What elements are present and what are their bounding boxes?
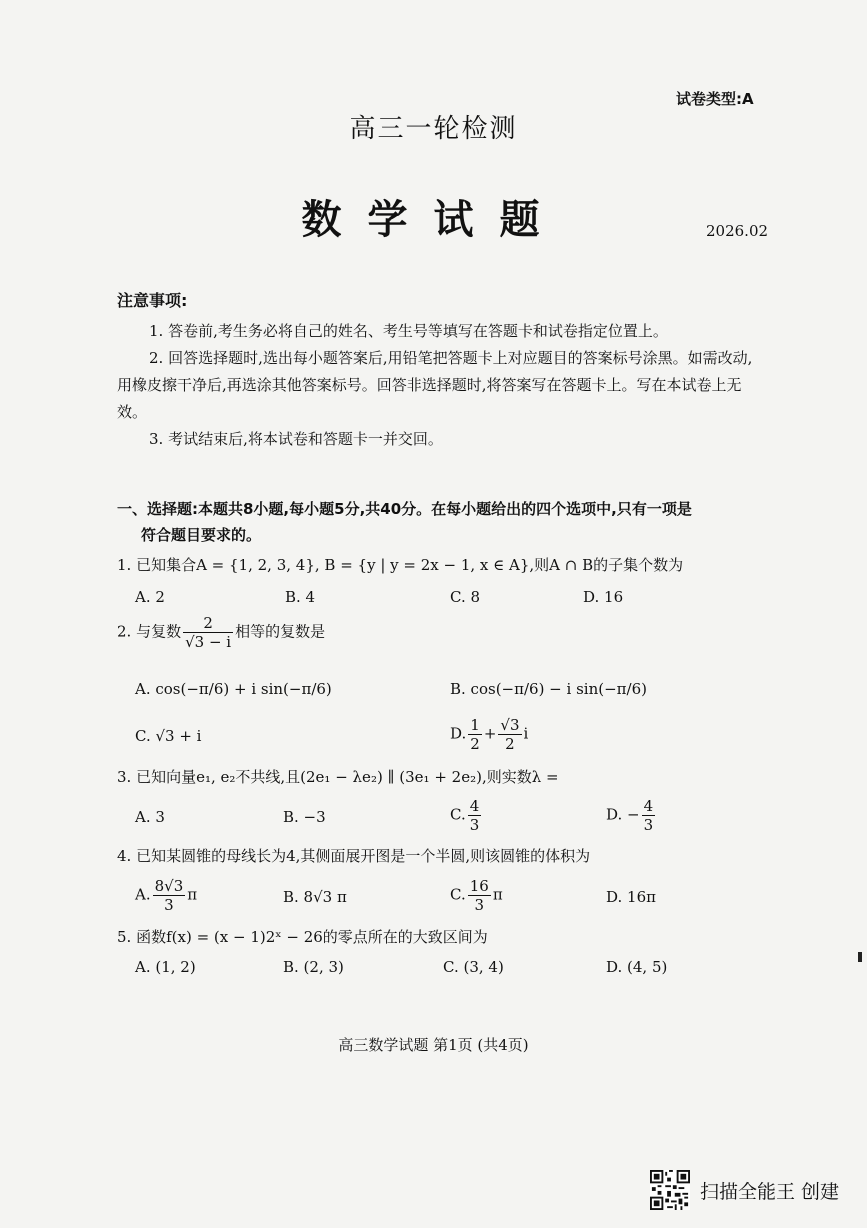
question-2-option-b: B. cos(−π/6) − i sin(−π/6) — [450, 680, 647, 698]
question-4-stem: 4. 已知某圆锥的母线长为4,其侧面展开图是一个半圆,则该圆锥的体积为 — [117, 847, 591, 865]
question-3-stem: 3. 已知向量e₁, e₂不共线,且(2e₁ − λe₂) ∥ (3e₁ + 2e₂),则实数λ = — [117, 768, 559, 786]
notes-heading: 注意事项: — [117, 291, 188, 310]
question-3-option-d: D. − $\frac{4}{3}$ — [606, 797, 654, 834]
question-1-option-c: C. 8 — [450, 588, 481, 606]
paper-type: 试卷类型:A — [676, 90, 754, 108]
question-2-stem — [117, 614, 325, 651]
question-5-stem: 5. 函数f(x) = (x − 1)2ˣ − 26的零点所在的大致区间为 — [117, 928, 488, 946]
question-5-option-b: B. (2, 3) — [283, 958, 344, 976]
fraction: $\frac{4}{3}$ — [643, 797, 654, 834]
section-line-2: 符合题目要求的。 — [141, 526, 262, 544]
exam-title: 数学试题 — [301, 196, 566, 243]
fraction: $\frac{8√3}{3}$ — [154, 877, 184, 914]
scanner-watermark-text: 扫描全能王 创建 — [700, 1180, 840, 1203]
question-2-option-d: D. $\frac{1}{2}$ + $\frac{√3}{2}$ i — [450, 716, 529, 753]
question-4-option-b: B. 8√3 π — [283, 888, 347, 906]
notes-list — [117, 318, 757, 453]
fraction: $\frac{√3}{2}$ — [500, 716, 520, 753]
scanner-watermark — [650, 1170, 839, 1210]
page-footer: 高三数学试题 第1页 (共4页) — [338, 1036, 529, 1054]
question-1-option-b: B. 4 — [285, 588, 316, 606]
question-2-option-a: A. cos(−π/6) + i sin(−π/6) — [135, 680, 332, 698]
note-item: 2. 回答选择题时,选出每小题答案后,用铅笔把答题卡上对应题目的答案标号涂黑。如需改动,用橡皮擦干净后,再选涂其他答案标号。回答非选择题时,将答案写在答题卡上。写在本试卷上无效。 — [117, 349, 753, 421]
question-2-stem-pre: 2. 与复数 — [117, 622, 182, 641]
question-4-option-a: A. $\frac{8√3}{3}$ π — [135, 877, 198, 914]
exam-date: 2026.02 — [706, 222, 769, 240]
fraction-numerator: 2 — [183, 614, 233, 633]
question-2-fraction — [183, 614, 233, 651]
question-5-option-c: C. (3, 4) — [443, 958, 504, 976]
note-item: 3. 考试结束后,将本试卷和答题卡一并交回。 — [149, 430, 443, 448]
section-heading — [117, 496, 757, 548]
fraction: $\frac{1}{2}$ — [470, 716, 480, 753]
question-4-option-c: C. $\frac{16}{3}$ π — [450, 877, 503, 914]
question-1-stem: 1. 已知集合A = {1, 2, 3, 4}, B = {y | y = 2x − 1, x ∈ A},则A ∩ B的子集个数为 — [117, 556, 684, 574]
question-3-option-b: B. −3 — [283, 808, 326, 826]
question-2-option-c: C. √3 + i — [135, 727, 202, 745]
fraction: $\frac{4}{3}$ — [469, 797, 480, 834]
fraction-denominator: √3 − i — [185, 633, 232, 651]
question-4-option-d: D. 16π — [606, 888, 656, 906]
note-item: 1. 答卷前,考生务必将自己的姓名、考生号等填写在答题卡和试卷指定位置上。 — [149, 322, 668, 340]
question-3-option-c: C. $\frac{4}{3}$ — [450, 797, 480, 834]
question-2-stem-post: 相等的复数是 — [235, 622, 326, 641]
section-line-1: 一、选择题:本题共8小题,每小题5分,共40分。在每小题给出的四个选项中,只有一项是 — [117, 500, 692, 518]
question-1-option-d: D. 16 — [583, 588, 624, 606]
question-3-option-a: A. 3 — [135, 808, 165, 826]
exam-subtitle: 高三一轮检测 — [349, 114, 518, 144]
question-5-option-d: D. (4, 5) — [606, 958, 668, 976]
fraction: $\frac{16}{3}$ — [469, 877, 489, 914]
question-5-option-a: A. (1, 2) — [135, 958, 196, 976]
question-1-option-a: A. 2 — [135, 588, 165, 606]
scan-edge-mark — [858, 952, 862, 962]
qr-code-icon — [650, 1170, 690, 1210]
